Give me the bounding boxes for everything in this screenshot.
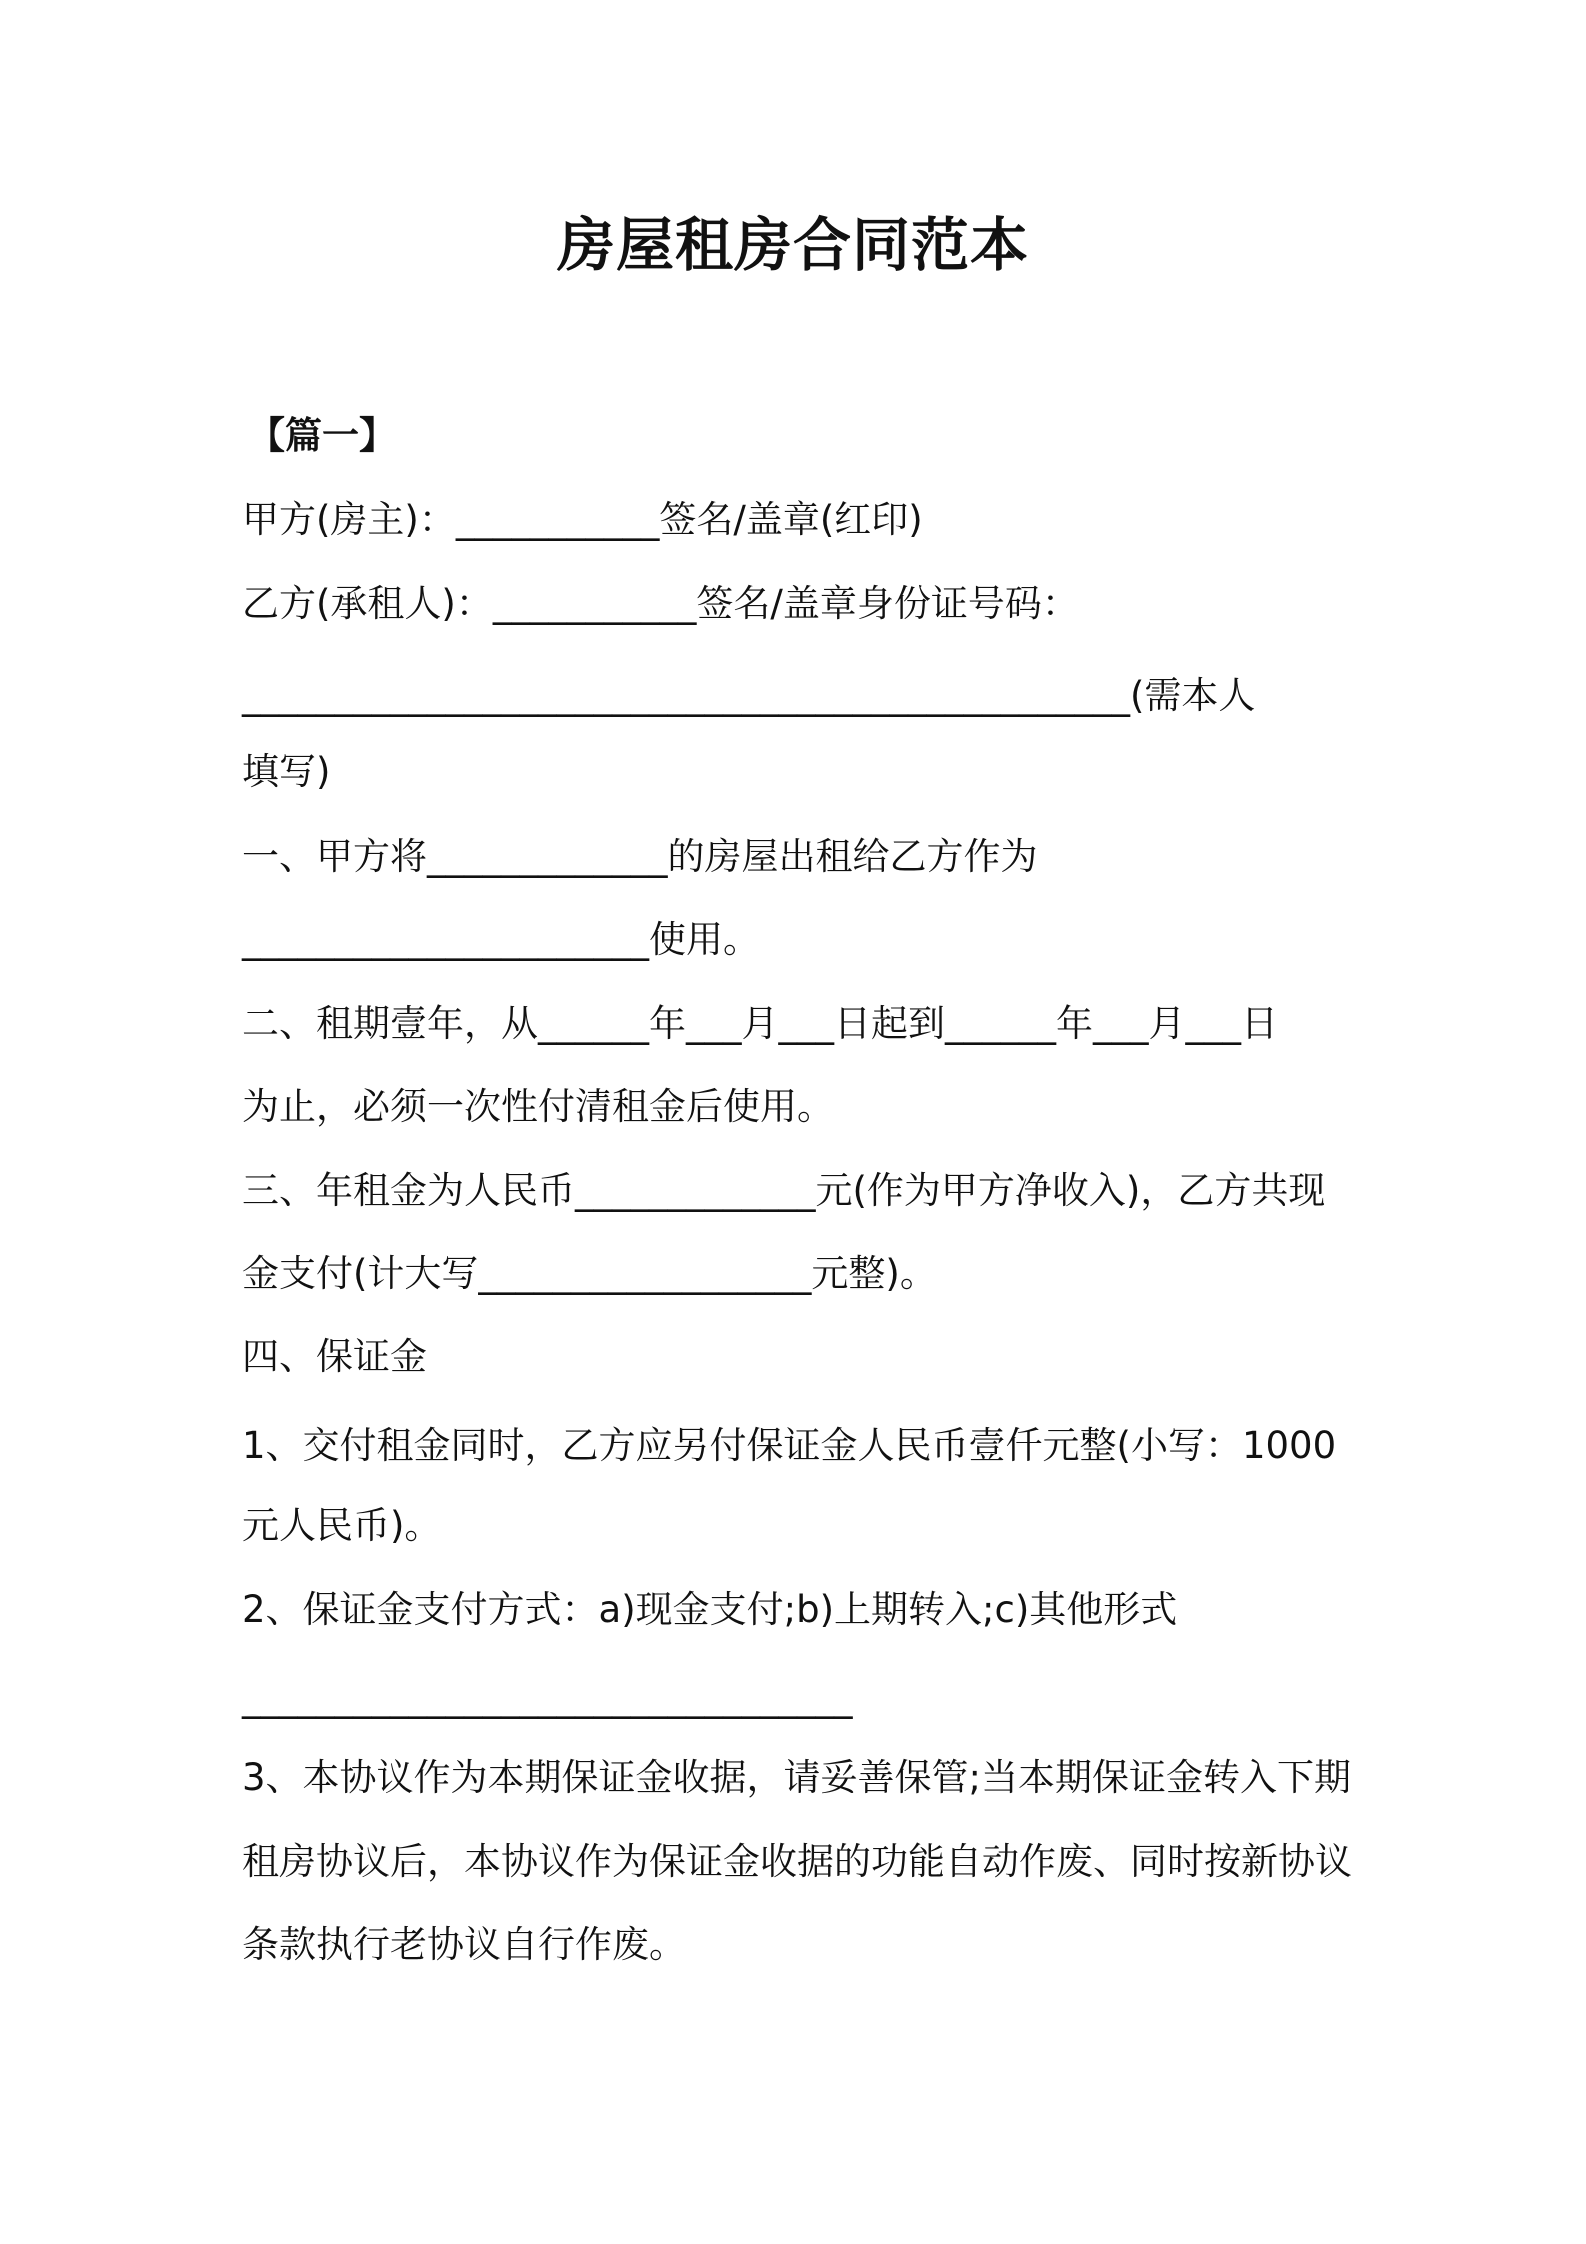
clause-1-line-1: 一、甲方将_____________的房屋出租给乙方作为 — [242, 835, 1038, 878]
deposit-item-1-line-1: 1、交付租金同时，乙方应另付保证金人民币壹仟元整(小写：1000 — [242, 1424, 1337, 1467]
section-heading: 【篇一】 — [248, 414, 396, 457]
deposit-item-2-blank: _________________________________ — [242, 1676, 853, 1719]
clause-4-heading: 四、保证金 — [242, 1335, 427, 1378]
id-number-note: 填写) — [242, 750, 331, 793]
id-number-line: ________________________________________________(需本人 — [242, 674, 1256, 717]
clause-2-line-2: 为止，必须一次性付清租金后使用。 — [242, 1085, 834, 1128]
deposit-item-3-line-3: 条款执行老协议自行作废。 — [242, 1923, 686, 1966]
document-title: 房屋租房合同范本 — [556, 211, 1029, 279]
clause-2-line-1: 二、租期壹年，从______年___月___日起到______年___月___日 — [242, 1002, 1278, 1045]
deposit-item-3-line-2: 租房协议后，本协议作为保证金收据的功能自动作废、同时按新协议 — [242, 1840, 1352, 1883]
deposit-item-3-line-1: 3、本协议作为本期保证金收据，请妥善保管;当本期保证金转入下期 — [242, 1756, 1352, 1799]
deposit-item-2: 2、保证金支付方式：a)现金支付;b)上期转入;c)其他形式 — [242, 1588, 1178, 1631]
party-a-line: 甲方(房主)：___________签名/盖章(红印) — [242, 498, 923, 541]
clause-3-line-1: 三、年租金为人民币_____________元(作为甲方净收入)，乙方共现 — [242, 1169, 1326, 1212]
clause-1-line-2: ______________________使用。 — [242, 918, 760, 961]
party-b-line: 乙方(承租人)：___________签名/盖章身份证号码： — [242, 582, 1079, 625]
deposit-item-1-line-2: 元人民币)。 — [242, 1504, 442, 1547]
clause-3-line-2: 金支付(计大写__________________元整)。 — [242, 1252, 937, 1295]
